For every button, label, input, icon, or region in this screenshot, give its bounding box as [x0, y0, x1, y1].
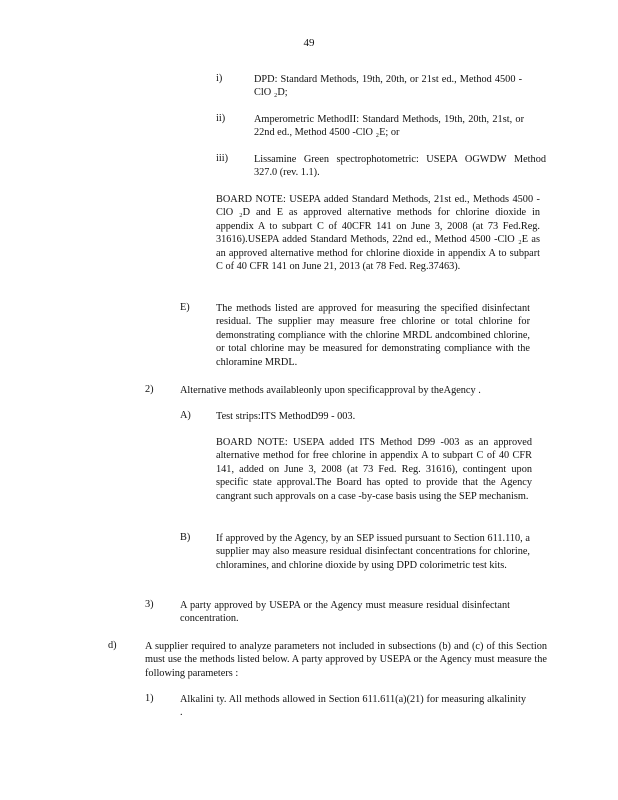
- item-A-label: A): [180, 410, 191, 421]
- item-i-label: i): [216, 73, 223, 84]
- item-iii-label: iii): [216, 153, 229, 164]
- page-number: 49: [303, 37, 315, 49]
- item-ii-label: ii): [216, 113, 226, 124]
- item-B-text: If approved by the Agency, by an SEP issued pursuant to Section 611.110, a supplier may also measure residual disinfectant concentrations for chlorine, chloramines, and chlorine dioxide by using DPD colorimetric test kits.: [216, 533, 530, 571]
- item-d-label: d): [108, 640, 117, 651]
- item-A-text: Test strips:ITS MethodD99 - 003.: [216, 411, 356, 422]
- item-ii-text: Amperometric MethodII: Standard Methods, 19th, 20th, 21st, or 22nd ed., Method 4500 -ClO ₂E; or: [254, 114, 524, 139]
- item-d-text: A supplier required to analyze parameters not included in subsections (b) and (c) of this Section must use the methods listed below. A party approved by USEPA or the Agency must measure the following parameters :: [145, 641, 547, 679]
- item-2-text: Alternative methods availableonly upon specificapproval by theAgency .: [180, 385, 481, 396]
- board-note-1: BOARD NOTE: USEPA added Standard Methods, 21st ed., Methods 4500 -ClO ₂D and E as approved alternative methods for chlorine dioxide in appendix A to subpart C of 40CFR 141 on June 3, 2008 (at 73 Fed.Reg. 31616).USEPA added Standard Methods, 22nd ed., Method 4500 -ClO ₂E as an approved alternative method for chlorine dioxide in appendix A to subpart C of 40 CFR 141 on June 21, 2013 (at 78 Fed. Reg.37463).: [216, 194, 540, 273]
- item-1-text: Alkalini ty. All methods allowed in Section 611.611(a)(21) for measuring alkalinity .: [180, 694, 526, 719]
- item-E-text: The methods listed are approved for measuring the specified disinfectant residual. The supplier may measure free chlorine or total chlorine for demonstrating compliance with the chlorine MRDL andcombined chlorine, or total chlorine may be measured for demonstrating compliance with the chloramine MRDL.: [216, 303, 530, 368]
- item-2-label: 2): [145, 384, 154, 395]
- board-note-2: BOARD NOTE: USEPA added ITS Method D99 -003 as an approved alternative method for free chlorine in appendix A to subpart C of 40 CFR 141, added on June 3, 2008 (at 73 Fed. Reg. 31616), contingent upon specific state approval.The Board has opted to provide that the Agency cangrant such approvals on a case -by-case basis using the SEP mechanism.: [216, 437, 532, 502]
- item-E-label: E): [180, 302, 190, 313]
- item-3-label: 3): [145, 599, 154, 610]
- item-3-text: A party approved by USEPA or the Agency must measure residual disinfectant concentration.: [180, 600, 510, 625]
- item-1-label: 1): [145, 693, 154, 704]
- item-iii-text: Lissamine Green spectrophotometric: USEPA OGWDW Method 327.0 (rev. 1.1).: [254, 154, 546, 179]
- item-i-text: DPD: Standard Methods, 19th, 20th, or 21st ed., Method 4500 -ClO ₂D;: [254, 74, 522, 99]
- item-B-label: B): [180, 532, 191, 543]
